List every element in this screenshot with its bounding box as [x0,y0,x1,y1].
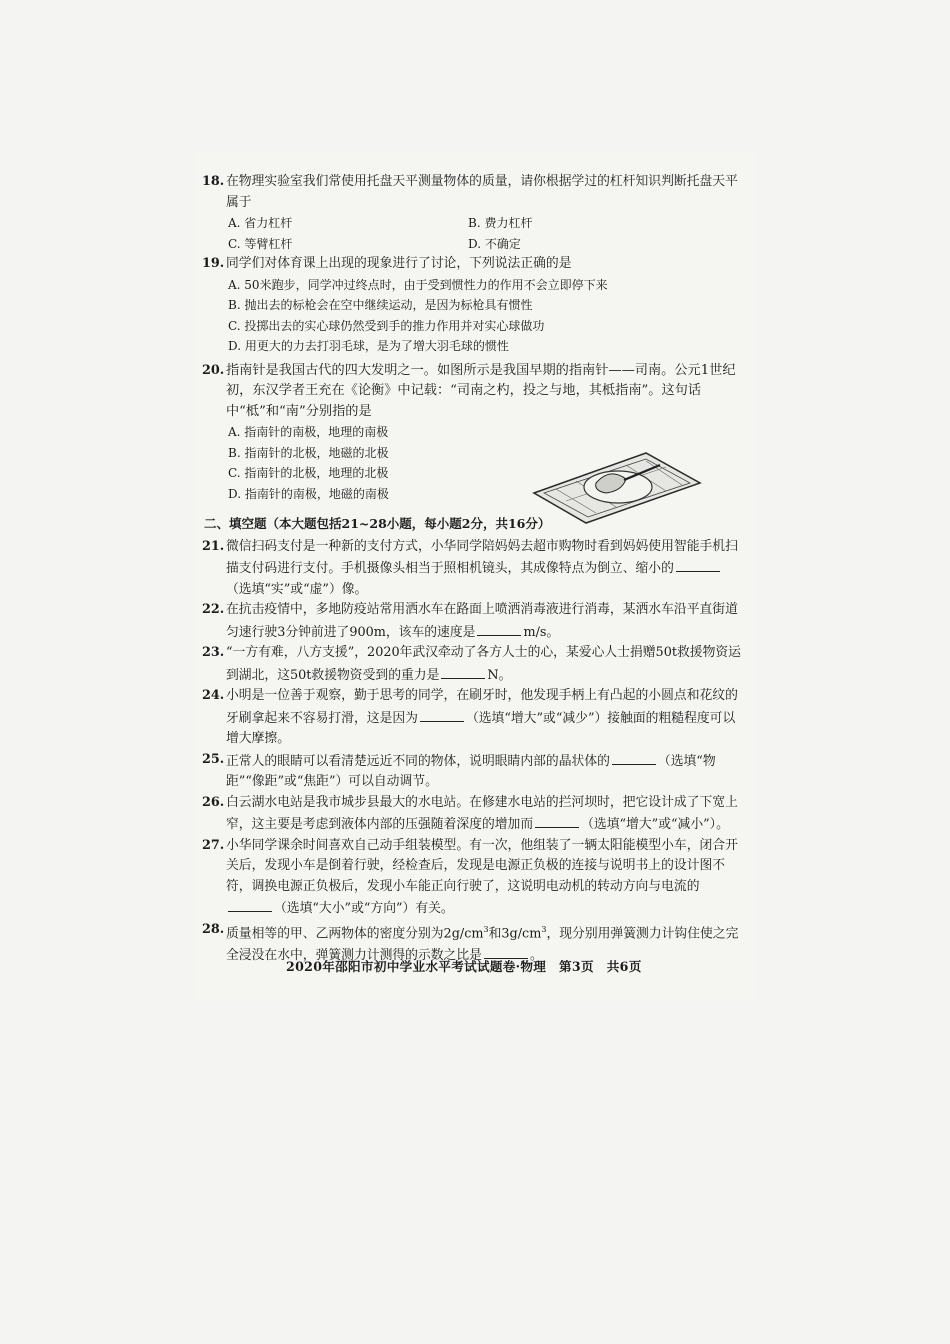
option-d: D. 指南针的南极，地磁的南极 [228,486,389,501]
stem-text: “一方有难，八方支援”，2020年武汉牵动了各方人士的心，某爱心人士捐赠50t救援物资运到湖北，这50t救援物资受到的重力是 [226,645,741,683]
question-stem: 指南针是我国古代的四大发明之一。如图所示是我国早期的指南针——司南。公元1世纪初，东汉学者王充在《论衡》中记载：“司南之杓，投之与地，其柢指南”。这句话中“柢”和“南”分别指的是 [226,362,736,419]
option-c: C. 投掷出去的实心球仍然受到手的推力作用并对实心球做功 [228,318,545,333]
stem-text: 白云湖水电站是我市城步县最大的水电站。在修建水电站的拦河坝时，把它设计成了下宽上窄，这主要是考虑到液体内部的压强随着深度的增加而 [226,794,738,832]
option-a: A. 指南针的南极，地理的南极 [228,425,389,439]
stem-text: 质量相等的甲、乙两物体的密度分别为2g/cm [226,925,484,941]
question-stem [226,643,746,686]
question-stem [226,793,746,836]
stem-text: （选填“增大”或“减少”）接触面的粗糙程度可以增大摩擦。 [226,710,736,746]
stem-text: 小明是一位善于观察，勤于思考的同学，在刷牙时，他发现手柄上有凸起的小圆点和花纹的牙刷拿起来不容易打滑，这是因为 [226,688,738,726]
stem-text: 在抗击疫情中，多地防疫站常用洒水车在路面上喷洒消毒液进行消毒，某洒水车沿平直街道匀速行驶3分钟前进了900m，该车的速度是 [226,602,738,640]
question-27 [202,836,746,920]
option-c: C. 等臂杠杆 [228,236,293,251]
question-19 [202,254,746,357]
question-22 [202,600,746,643]
stem-text: 微信扫码支付是一种新的支付方式，小华同学陪妈妈去超市购物时看到妈妈使用智能手机扫描支付码进行支付。手机摄像头相当于照相机镜头，其成像特点为倒立、缩小的 [226,538,738,576]
option-b: B. 指南针的北极，地磁的北极 [228,445,389,460]
option-b: B. 费力杠杆 [468,216,533,230]
stem-text: 和3g/cm [488,925,542,941]
question-20 [202,361,746,505]
question-stem [226,537,746,601]
answer-blank[interactable] [676,557,720,572]
answer-blank[interactable] [535,813,579,828]
question-stem [226,600,746,643]
answer-blank[interactable] [477,621,521,636]
question-23 [202,643,746,686]
option-d: D. 用更大的力去打羽毛球，是为了增大羽毛球的惯性 [228,339,509,353]
question-stem: 在物理实验室我们常使用托盘天平测量物体的质量，请你根据学过的杠杆知识判断托盘天平属于 [226,174,738,210]
question-number: 19. [202,256,225,271]
answer-blank[interactable] [612,750,656,765]
answer-blank[interactable] [420,707,464,722]
stem-text: 正常人的眼睛可以看清楚远近不同的物体，说明眼睛内部的晶状体的 [226,753,610,769]
question-21 [202,537,746,601]
option-c: C. 指南针的北极，地理的北极 [228,466,389,480]
question-number: 18. [202,174,225,189]
sinan-compass-figure [526,431,706,527]
page-footer: 2020年邵阳市初中学业水平考试试题卷·物理 第3页 共6页 [286,959,642,974]
question-stem [226,836,746,920]
option-a: A. 50米跑步，同学冲过终点时，由于受到惯性力的作用不会立即停下来 [228,277,608,292]
question-number: 27. [202,837,225,853]
question-number: 22. [202,602,225,617]
question-25 [202,750,746,793]
option-b: B. 抛出去的标枪会在空中继续运动，是因为标枪具有惯性 [228,298,533,312]
stem-text: （选填“实”或“虚”）像。 [226,581,368,597]
question-stem [226,750,746,793]
question-stem [226,686,746,750]
question-26 [202,793,746,836]
section-heading: 二、填空题（本大题包括21~28小题，每小题2分，共16分） [204,516,551,531]
exam-content [202,172,746,967]
question-stem: 同学们对体育课上出现的现象进行了讨论，下列说法正确的是 [226,256,572,271]
question-number: 24. [202,688,225,703]
stem-text: （选填“大小”或“方向”）有关。 [274,901,454,916]
stem-text: ，现分别用弹簧测力计钩住使之完全浸没在水中，弹簧测力计测得的示数之比是 [226,925,739,964]
question-number: 23. [202,645,225,660]
superscript: 3 [541,924,547,934]
stem-text: N。 [487,667,512,683]
stem-text: （选填“增大”或“减小”）。 [581,817,729,832]
question-number: 21. [202,538,225,554]
stem-text: m/s。 [523,624,560,640]
options [226,422,566,504]
stem-text: 小华同学课余时间喜欢自己动手组装模型。有一次，他组装了一辆太阳能模型小车，闭合开关后，发现小车是倒着行驶，经检查后，发现是电源正负极的连接与说明书上的设计图不符，调换电源正负极后，发现小车能正向行驶了，这说明电动机的转动方向与电流的 [226,837,738,894]
question-number: 20. [202,362,225,378]
option-a: A. 省力杠杆 [228,216,293,230]
superscript: 3 [483,924,489,934]
stem-text: （选填“物距”“像距”或“焦距”）可以自动调节。 [226,753,716,789]
question-number: 25. [202,751,225,767]
answer-blank[interactable] [441,664,485,679]
question-number: 26. [202,794,225,810]
answer-blank[interactable] [228,897,272,912]
question-number: 28. [202,921,225,937]
options [226,213,746,254]
question-24 [202,686,746,750]
question-18 [202,172,746,254]
stem-text: 。 [529,948,543,964]
option-d: D. 不确定 [468,236,521,251]
